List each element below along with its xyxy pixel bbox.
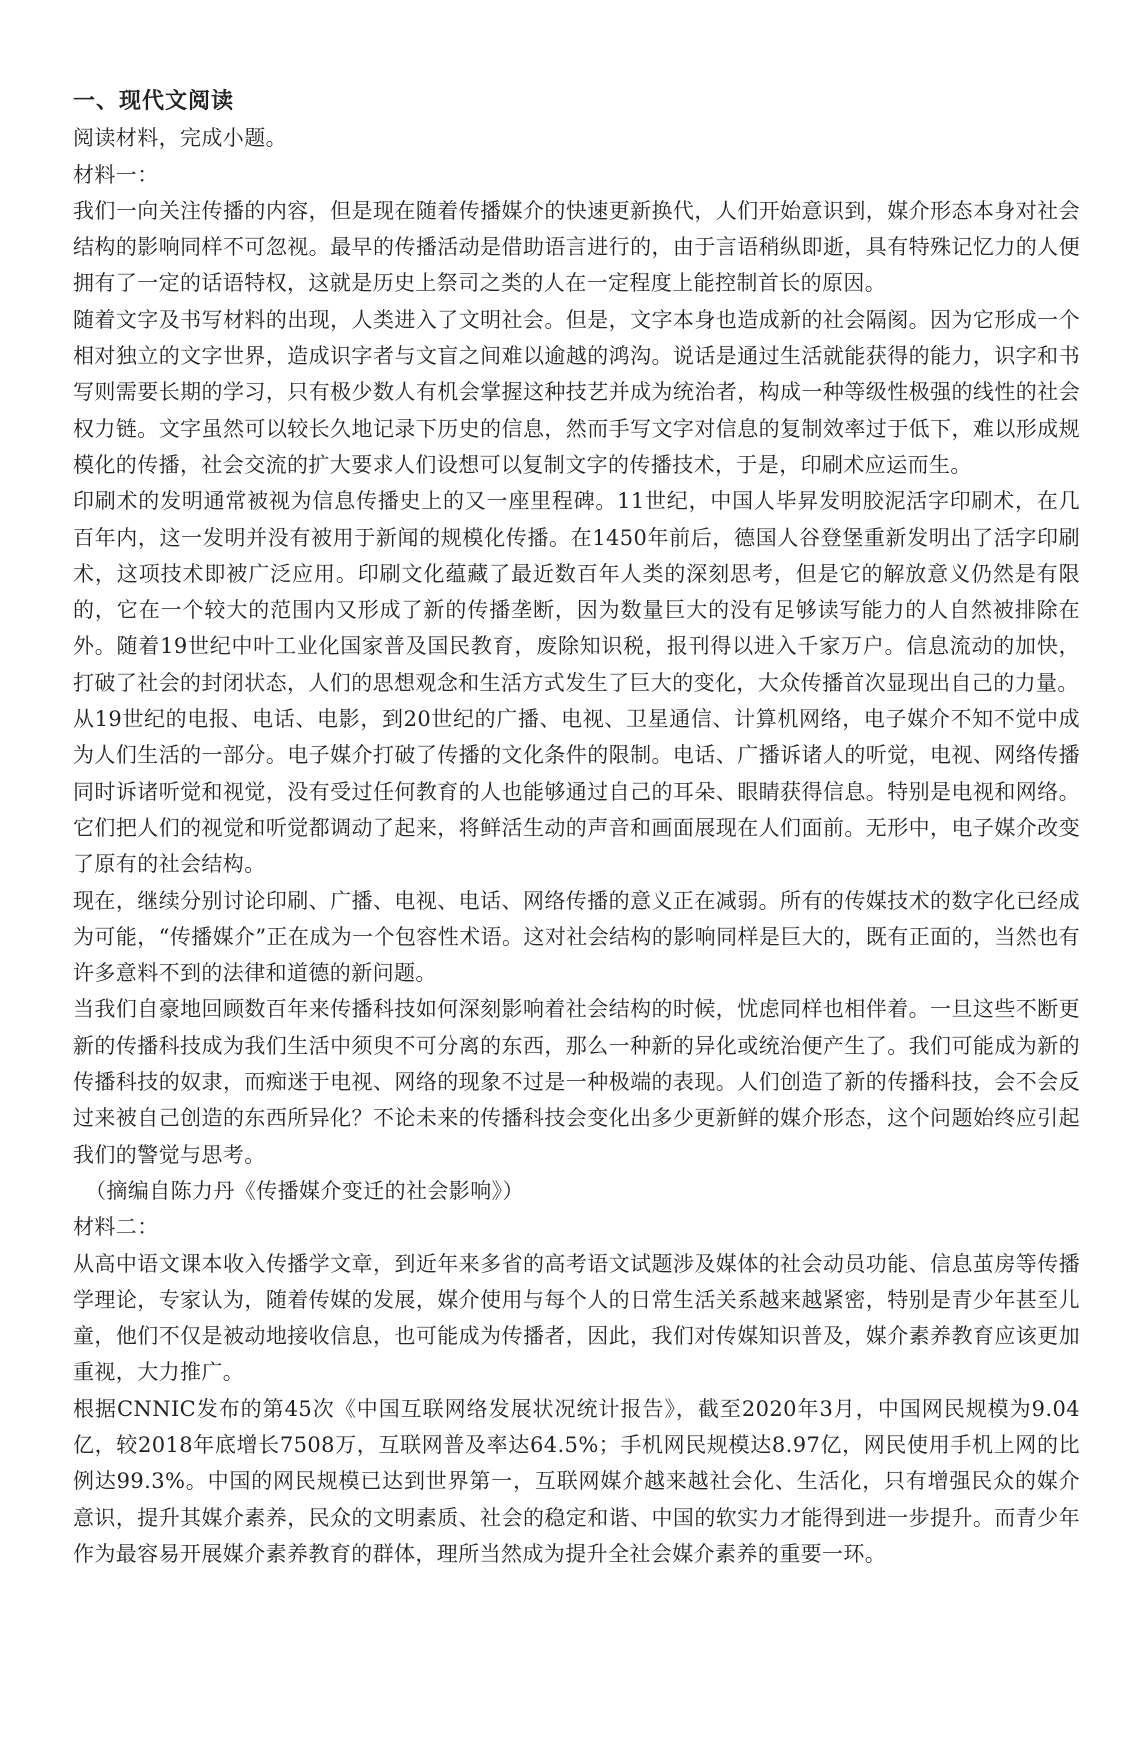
material1-paragraph-5: 现在，继续分别讨论印刷、广播、电视、电话、网络传播的意义正在减弱。所有的传媒技术的数字化已经成为可能，“传播媒介”正在成为一个包容性术语。这对社会结构的影响同样是巨大的，既有正面的，当然也有许多意料不到的法律和道德的新问题。 [73, 888, 1080, 986]
reading-passage [73, 84, 1080, 1572]
material2-label: 材料二： [73, 1215, 159, 1240]
material1-label: 材料一： [73, 162, 159, 187]
material2-paragraph-1: 从高中语文课本收入传播学文章，到近年来多省的高考语文试题涉及媒体的社会动员功能、信息茧房等传播学理论，专家认为，随着传媒的发展，媒介使用与每个人的日常生活关系越来越紧密，特别是青少年甚至儿童，他们不仅是被动地接收信息，也可能成为传播者，因此，我们对传媒知识普及，媒介素养教育应该更加重视，大力推广。 [73, 1251, 1080, 1385]
material1-paragraph-1: 我们一向关注传播的内容，但是现在随着传播媒介的快速更新换代，人们开始意识到，媒介形态本身对社会结构的影响同样不可忽视。最早的传播活动是借助语言进行的，由于言语稍纵即逝，具有特殊记忆力的人便拥有了一定的话语特权，这就是历史上祭司之类的人在一定程度上能控制首长的原因。 [73, 198, 1080, 296]
section-title: 一、现代文阅读 [73, 89, 235, 114]
material1-source: （摘编自陈力丹《传播媒介变迁的社会影响》） [85, 1178, 524, 1203]
material1-paragraph-2: 随着文字及书写材料的出现，人类进入了文明社会。但是，文字本身也造成新的社会隔阂。因为它形成一个相对独立的文字世界，造成识字者与文盲之间难以逾越的鸿沟。说话是通过生活就能获得的能力，识字和书写则需要长期的学习，只有极少数人有机会掌握这种技艺并成为统治者，构成一种等级性极强的线性的社会权力链。文字虽然可以较长久地记录下历史的信息，然而手写文字对信息的复制效率过于低下，难以形成规模化的传播，社会交流的扩大要求人们设想可以复制文字的传播技术，于是，印刷术应运而生。 [73, 307, 1080, 477]
material2-paragraph-2: 根据CNNIC发布的第45次《中国互联网络发展状况统计报告》，截至2020年3月，中国网民规模为9.04亿，较2018年底增长7508万，互联网普及率达64.5%；手机网民规模达8.97亿，网民使用手机上网的比例达99.3%。中国的网民规模已达到世界第一，互联网媒介越来越社会化、生活化，只有增强民众的媒介意识，提升其媒介素养，民众的文明素质、社会的稳定和谐、中国的软实力才能得到进一步提升。而青少年作为最容易开展媒介素养教育的群体，理所当然成为提升全社会媒介素养的重要一环。 [73, 1396, 1080, 1566]
instruction: 阅读材料，完成小题。 [73, 126, 287, 151]
material1-paragraph-3: 印刷术的发明通常被视为信息传播史上的又一座里程碑。11世纪，中国人毕昇发明胶泥活字印刷术，在几百年内，这一发明并没有被用于新闻的规模化传播。在1450年前后，德国人谷登堡重新发明出了活字印刷术，这项技术即被广泛应用。印刷文化蕴藏了最近数百年人类的深刻思考，但是它的解放意义仍然是有限的，它在一个较大的范围内又形成了新的传播垄断，因为数量巨大的没有足够读写能力的人自然被排除在外。随着19世纪中叶工业化国家普及国民教育，废除知识税，报刊得以进入千家万户。信息流动的加快，打破了社会的封闭状态，人们的思想观念和生活方式发生了巨大的变化，大众传播首次显现出自己的力量。 [73, 489, 1080, 695]
material1-paragraph-6: 当我们自豪地回顾数百年来传播科技如何深刻影响着社会结构的时候，忧虑同样也相伴着。一旦这些不断更新的传播科技成为我们生活中须臾不可分离的东西，那么一种新的异化或统治便产生了。我们可能成为新的传播科技的奴隶，而痴迷于电视、网络的现象不过是一种极端的表现。人们创造了新的传播科技，会不会反过来被自己创造的东西所异化？不论未来的传播科技会变化出多少更新鲜的媒介形态，这个问题始终应引起我们的警觉与思考。 [73, 997, 1080, 1167]
material1-paragraph-4: 从19世纪的电报、电话、电影，到20世纪的广播、电视、卫星通信、计算机网络，电子媒介不知不觉中成为人们生活的一部分。电子媒介打破了传播的文化条件的限制。电话、广播诉诸人的听觉，电视、网络传播同时诉诸听觉和视觉，没有受过任何教育的人也能够通过自己的耳朵、眼睛获得信息。特别是电视和网络。它们把人们的视觉和听觉都调动了起来，将鲜活生动的声音和画面展现在人们面前。无形中，电子媒介改变了原有的社会结构。 [73, 707, 1080, 877]
